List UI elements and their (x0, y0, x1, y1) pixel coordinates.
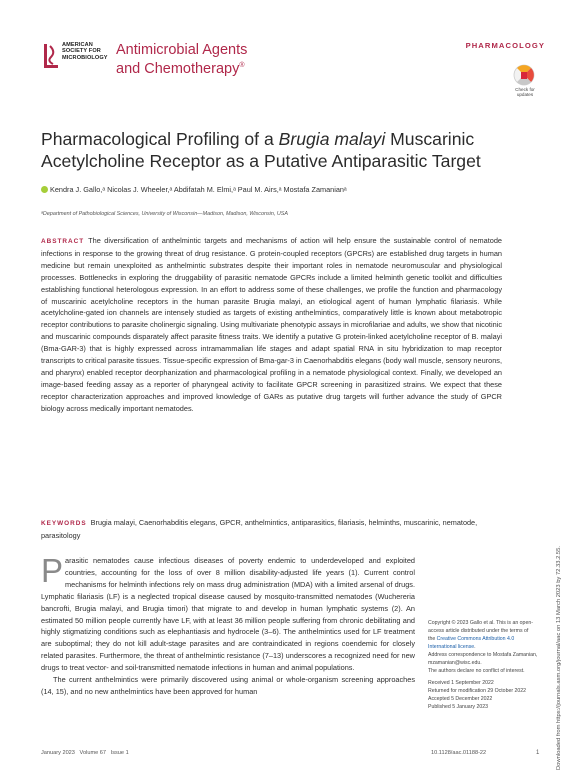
publisher-name: AMERICAN SOCIETY FOR MICROBIOLOGY (62, 42, 108, 61)
copyright-line-1: Copyright © 2023 Gallo et al. This is an open- (428, 620, 533, 626)
section-label: PHARMACOLOGY (465, 41, 545, 50)
author-list: Kendra J. Gallo,ᵃ Nicolas J. Wheeler,ᵃ Abdifatah M. Elmi,ᵃ Paul M. Airs,ᵃ Mostafa Zamanianᵃ (41, 185, 501, 194)
body-paragraph-2: The current anthelmintics were primarily discovered using animal or whole-organism screening approaches (14, 15), and no new anthelmintics have been approved for human (41, 675, 415, 696)
copyright-line-2: access article distributed under the terms of (428, 628, 529, 634)
abstract-label: ABSTRACT (41, 238, 85, 245)
drop-cap: P (41, 552, 64, 589)
license-link-2[interactable]: International license (428, 644, 475, 650)
body-paragraph-1: arasitic nematodes cause infectious diseases of poverty endemic to underdeveloped and exploited countries, accounting for the loss of over 8 million disability-adjusted life years (1). Current control mechanisms for helminth infections rely on mass drug administration (MDA) with a limited arsenal of drugs. Lymphatic filariasis (LF) is a neglected tropical disease caused by mosquito-transmitted nematodes (Wuchereria bancrofti, Brugia malayi, and Brugia timori) that migrate to and develop in human lymphatic systems (2). An estimated 50 million people currently have LF, with at least 36 million people suffering from chronic debilitating and highly stigmatizing conditions such as elephantiasis and hydrocele (3–6). The anthelmintics used for LF treatment are suboptimal; they do not kill adult-stage parasites and are contraindicated in regions coendemic for closely related parasites. Furthermore, the threat of anthelmintic resistance (7–13) underscores a recognized need for new drugs to treat vector- and soil-transmitted nematode infections in human and animal populations. (41, 556, 415, 673)
published-date: Published 5 January 2023 (428, 703, 488, 710)
orcid-icon[interactable] (41, 186, 48, 193)
article-info-sidebar: Copyright © 2023 Gallo et al. This is an open- access article distributed under the terms of the Creative Commons Attribution 4.0 International license. Address correspondence to Mostafa Zamanian, mzamanian@wisc.edu. The authors declare no conflict of interest. Received 1 September 2022 Returned for modification 29 October 2022 Accepted 5 December 2022 Published 5 January 2023 (428, 620, 542, 712)
conflict-statement: The authors declare no conflict of interest. (428, 668, 525, 674)
accepted-date: Accepted 5 December 2022 (428, 695, 493, 702)
download-note: Downloaded from https://journals.asm.org/journal/aac on 13 March 2023 by 72.33.2.55. (556, 546, 562, 770)
email-link[interactable]: mzamanian@wisc.edu. (428, 660, 482, 666)
check-for-updates-label[interactable]: Check for updates (515, 87, 535, 97)
keywords-label: KEYWORDS (41, 520, 87, 527)
license-link[interactable]: Creative Commons Attribution 4.0 (436, 636, 515, 642)
article-title: Pharmacological Profiling of a Brugia malayi Muscarinic Acetylcholine Receptor as a Putative Antiparasitic Target (41, 129, 481, 171)
license-line: the Creative Commons Attribution 4.0 (428, 636, 515, 642)
body-text (41, 552, 415, 698)
returned-date: Returned for modification 29 October 2022 (428, 687, 527, 694)
affiliation: ᵃDepartment of Pathobiological Sciences, University of Wisconsin—Madison, Madison, Wisconsin, USA (41, 211, 288, 217)
abstract-text: The diversification of anthelmintic targets and mechanisms of action will help ensure the sustainable control of nematode infections in response to the growing threat of drug resistance. G protein-coupled receptors (GPCRs) are established drug targets in human medicine but remain unexploited as anthelmintic substrates despite their important roles in nematode neuromuscular and physiological processes. Bottlenecks in exploring the druggability of parasitic nematode GPCRs include a limited helminth genetic toolkit and difficulties establishing functional heterologous expression. In an effort to address some of these challenges, we profile the function and pharmacology of muscarinic acetylcholine receptors in the human parasite Brugia malayi, an etiological agent of human lymphatic filariasis. While acetylcholine-gated ion channels are intensely studied as targets of existing anthelmintics, comparatively little is known about metabotropic receptor contributions to parasite cholinergic signaling. Using multivariate phenotypic assays in microfilariae and adults, we show that nicotinic and muscarinic compounds disparately affect parasite fitness traits. We identify a putative G protein-linked acetylcholine receptor of B. malayi (Bma-GAR-3) that is highly expressed across intramammalian life stages and adapt spatial RNA in situ hybridization to map receptor transcripts to critical parasite tissues. Tissue-specific expression of Bma-gar-3 in Caenorhabditis elegans (body wall muscle, sensory neurons, and pharynx) enabled receptor deorphanization and pharmacological profiling in a nematode physiological context. Finally, we developed an image-based feeding assay as a reporter of pharyngeal activity to facilitate GPCR screening in parasitized strains. We expect that these receptor characterization approaches and improved knowledge of GARs as putative drug targets will further advance the study of GPCR biology across medically important nematodes. (41, 236, 502, 413)
correspondence: Address correspondence to Mostafa Zamanian, (428, 652, 538, 658)
issue-info: January 2023 Volume 67 Issue 1 (41, 750, 129, 756)
keywords-text: Brugia malayi, Caenorhabditis elegans, GPCR, anthelmintics, antiparasitics, filariasis, helminths, muscarinic, nematode, parasitology (41, 518, 478, 540)
doi[interactable]: 10.1128/aac.01188-22 (431, 750, 487, 756)
abstract (41, 235, 502, 415)
page-number: 1 (536, 750, 540, 756)
received-date: Received 1 September 2022 (428, 679, 494, 686)
journal-name[interactable]: Antimicrobial Agents and Chemotherapy® (116, 42, 248, 77)
asm-logo-icon (42, 42, 60, 72)
keywords (41, 517, 502, 541)
